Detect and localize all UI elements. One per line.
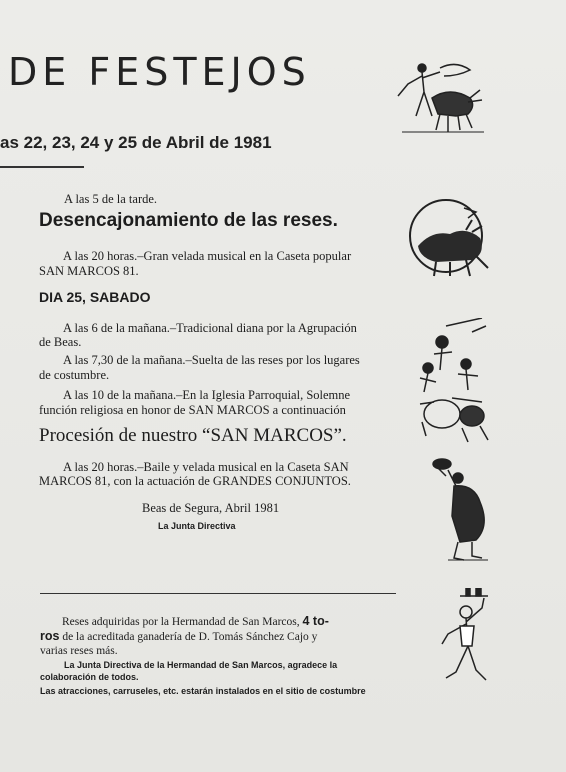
paragraph-line: A las 7,30 de la mañana.–Suelta de las reses por los lugares [63,353,360,367]
thanks-note [40,659,402,683]
divider [0,166,84,168]
day-heading: DIA 25, SABADO [39,289,151,305]
bull-medallion-icon [406,196,496,286]
event-heading: Desencajonamiento de las reses. [39,210,338,231]
bullfighter-icon [392,58,488,138]
footer-bold: ros [40,629,60,643]
paragraph-line: de Beas. [39,335,82,349]
paragraph-suelta [39,353,399,368]
paragraph-line: MARCOS 81, con la actuación de GRANDES CONJUNTOS. [39,474,351,488]
paragraph-line: A las 6 de la mañana.–Tradicional diana por la Agrupación [63,321,357,335]
paragraph-velada [39,249,399,264]
paragraph-line: A las 10 de la mañana.–En la Iglesia Parroquial, Solemne [63,388,351,402]
dancer-icon [428,456,498,566]
waiter-icon [436,588,506,692]
paragraph-line: función religiosa en honor de SAN MARCOS a continuación [39,403,346,417]
paragraph-line: de costumbre. [39,368,110,382]
procession-heading: Procesión de nuestro “SAN MARCOS”. [39,425,347,446]
festival-dates: as 22, 23, 24 y 25 de Abril de 1981 [0,133,272,152]
footer-note [40,614,400,658]
place-date: Beas de Segura, Abril 1981 [142,501,280,515]
paragraph-diana [39,321,399,336]
footer-text: varias reses más. [40,645,118,657]
page-title: DE FESTEJOS [8,50,311,94]
paragraph-baile [39,460,399,475]
thanks-line: La Junta Directiva de la Hermandad de San Marcos, agradece la [64,660,338,670]
footer-bold: 4 to- [302,614,329,628]
signature: La Junta Directiva [158,521,236,531]
paragraph-line: A las 20 horas.–Baile y velada musical en la Caseta SAN [63,460,349,474]
paragraph-line: A las 20 horas.–Gran velada musical en la Caseta popular [63,249,352,263]
divider [40,593,396,594]
time-text: A las 5 de la tarde. [64,192,158,206]
footer-text: de la acreditada ganadería de D. Tomás Sánchez Cajo y [62,631,318,643]
musicians-icon [412,318,496,446]
paragraph-line: SAN MARCOS 81. [39,264,139,278]
paragraph-funcion [39,388,399,403]
footer-text: Reses adquiridas por la Hermandad de San Marcos, [62,616,300,628]
thanks-line: colaboración de todos. [40,672,139,682]
attractions-note: Las atracciones, carruseles, etc. estarán instalados en el sitio de costumbre [40,686,366,696]
